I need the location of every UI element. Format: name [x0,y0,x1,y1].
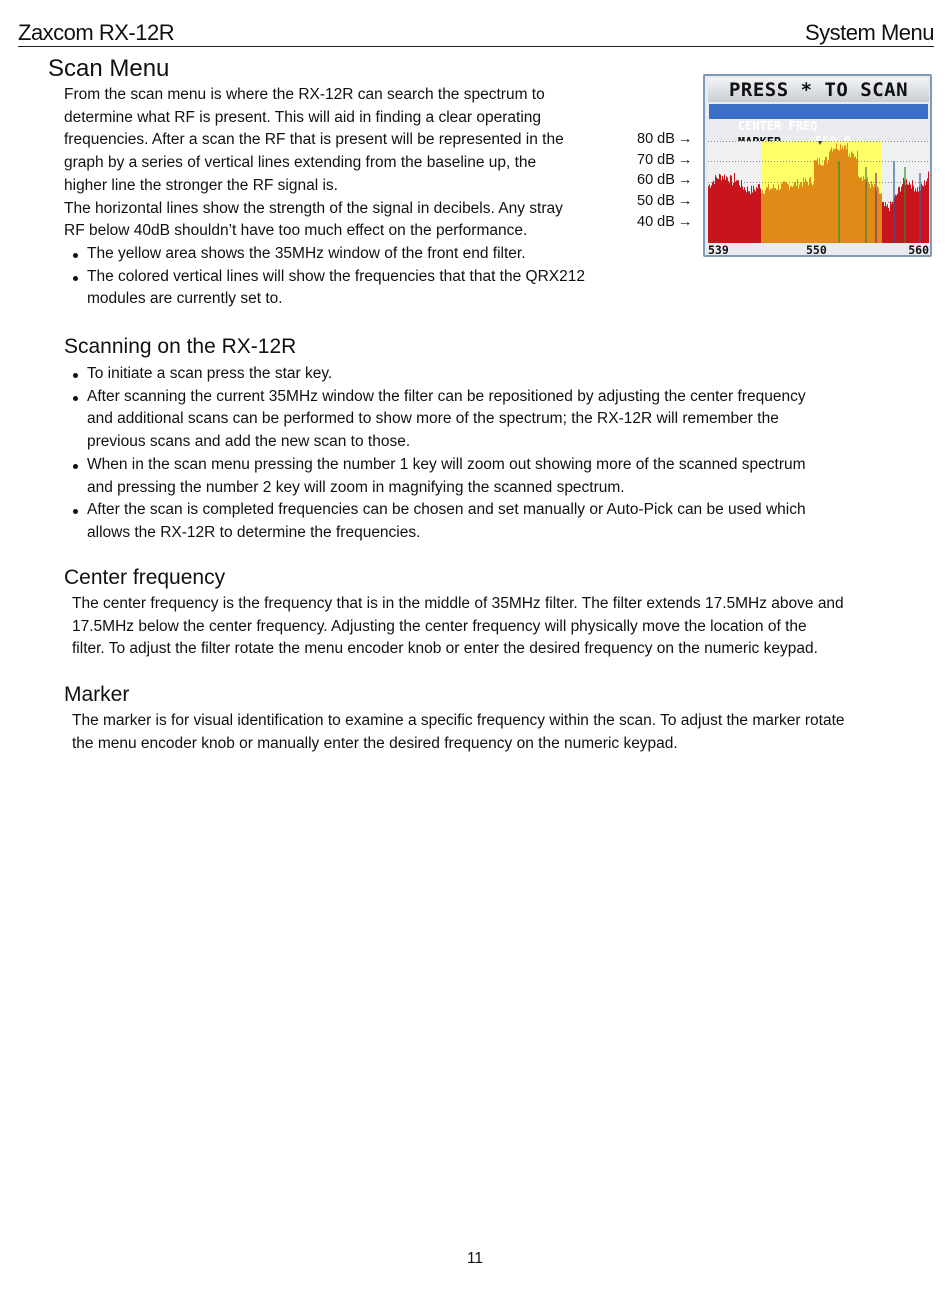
db-labels [637,129,692,232]
spectrum-bar [751,186,752,243]
spectrum-bar [743,189,744,243]
spectrum-bar [738,180,739,243]
spectrum-bar [886,206,887,243]
spectrum-bar [888,208,889,243]
spectrum-bar [828,160,829,243]
frequency-axis [708,243,929,256]
spectrum-bar [870,188,871,243]
spectrum-bar [821,166,822,243]
spectrum-bar [719,174,720,243]
spectrum-bar [877,186,878,243]
spectrum-bar [790,186,791,243]
spectrum-bar [797,179,798,243]
spectrum-bar [922,186,923,243]
text-line: filter. To adjust the filter rotate the menu encoder knob or enter the desired frequency on the numeric keypad. [72,640,818,658]
spectrum-bar [911,189,912,243]
marker-row [709,120,928,135]
scan-menu-text [64,84,564,243]
spectrum-graph [708,141,929,243]
spectrum-bar [823,166,824,243]
spectrum-bar [820,165,821,243]
spectrum-bar [814,160,815,243]
text-line: 17.5MHz below the center frequency. Adjusting the center frequency will physically move the location of the [72,617,807,635]
spectrum-bar [847,143,848,243]
spectrum-bar [791,186,792,243]
spectrum-bar [819,158,820,243]
spectrum-bar [770,189,771,243]
spectrum-bar [874,184,875,243]
spectrum-bar [755,191,756,243]
spectrum-bar [863,176,864,243]
spectrum-bar [753,186,754,243]
spectrum-bar [809,178,810,243]
spectrum-bar [788,185,789,243]
db-label: 40 dB → [637,213,693,230]
spectrum-bar [816,160,817,243]
spectrum-bar [891,204,892,243]
spectrum-bar [774,188,775,243]
spectrum-bar [884,206,885,243]
spectrum-bar [756,187,757,243]
text-line: frequencies. After a scan the RF that is present will be represented in the [64,131,564,149]
text-line: the menu encoder knob or manually enter the desired frequency on the numeric keypad. [72,734,678,752]
db-label: 60 dB → [637,172,693,189]
spectrum-bar [812,185,813,243]
text-line: The center frequency is the frequency that is in the middle of 35MHz filter. The filter extends 17.5MHz above and [72,595,844,612]
spectrum-bar [831,147,832,243]
spectrum-bar [899,187,900,243]
spectrum-bar [777,190,778,243]
spectrum-bar [771,188,772,243]
spectrum-bar [795,181,796,243]
spectrum-bar [713,181,714,243]
spectrum-bar [746,192,747,243]
spectrum-bar [750,194,751,243]
spectrum-bar [842,146,843,243]
spectrum-bar [848,157,849,243]
scan-menu-heading: Scan Menu [48,55,170,82]
spectrum-bar [716,177,717,243]
spectrum-bar [918,192,919,243]
spectrum-bar [818,164,819,243]
spectrum-bar [778,184,779,243]
spectrum-bar [845,146,846,243]
spectrum-bar [754,190,755,243]
spectrum-bar [769,190,770,243]
spectrum-bar [810,177,811,243]
list-item: To initiate a scan press the star key. [70,363,806,386]
spectrum-bar [768,184,769,243]
spectrum-bar [758,184,759,243]
spectrum-bar [895,195,896,243]
spectrum-bar [741,180,742,243]
spectrum-bar [815,160,816,243]
spectrum-bar [824,160,825,243]
spectrum-bar [787,184,788,243]
spectrum-bar [912,180,913,243]
spectrum-bar [759,184,760,243]
spectrum-bar [908,185,909,243]
spectrum-bar [850,157,851,243]
spectrum-bar [843,149,844,243]
spectrum-bar [858,177,859,243]
spectrum-bar [836,143,837,243]
spectrum-bar [852,153,853,243]
spectrum-bar [762,190,763,243]
spectrum-bar [709,184,710,243]
spectrum-bar [878,188,879,243]
spectrum-bar [844,145,845,243]
spectrum-bar [903,178,904,243]
spectrum-bar [734,173,735,243]
spectrum-bar [793,185,794,243]
spectrum-bar [794,182,795,243]
scan-menu-bullets [70,243,585,311]
list-item: The yellow area shows the 35MHz window of the front end filter. [70,243,585,266]
spectrum-bar [798,188,799,243]
spectrum-bar [722,176,723,243]
spectrum-bar [902,184,903,243]
spectrum-bar [781,184,782,243]
spectrum-bar [721,180,722,243]
spectrum-bar [898,187,899,243]
text-line: determine what RF is present. This will aid in finding a clear operating [64,108,542,126]
page-header [18,20,934,47]
spectrum-bar [767,187,768,243]
spectrum-bar [726,176,727,243]
spectrum-bar [854,157,855,243]
spectrum-bar [727,178,728,243]
spectrum-bar [805,178,806,243]
spectrum-bar [708,186,709,243]
spectrum-bar [817,158,818,243]
spectrum-bar [916,191,917,243]
arrow-right-icon: → [677,213,693,230]
spectrum-bar [780,189,781,243]
spectrum-bar [872,185,873,243]
spectrum-bar [849,154,850,243]
spectrum-bar [772,189,773,243]
spectrum-bar [786,183,787,243]
axis-tick-label: 560 [908,243,929,257]
spectrum-bar [739,185,740,243]
spectrum-bar [763,194,764,243]
spectrum-bar [735,182,736,243]
spectrum-bar [804,183,805,243]
spectrum-bar [729,183,730,243]
spectrum-bar [914,191,915,243]
spectrum-bar [853,154,854,243]
spectrum-bar [827,164,828,243]
spectrum-bar [825,157,826,243]
spectrum-bar [801,183,802,243]
spectrum-bar [784,182,785,243]
spectrum-bar [731,176,732,243]
spectrum-bar [879,194,880,243]
spectrum-bar [730,175,731,243]
arrow-right-icon: → [677,151,693,168]
spectrum-bar [906,179,907,243]
arrow-right-icon: → [677,193,693,210]
spectrum-bar [837,150,838,243]
center-frequency-heading: Center frequency [64,566,226,589]
text-line: The marker is for visual identification to examine a specific frequency within the scan. To adjust the marker rotate [72,712,845,729]
spectrum-bar [711,185,712,243]
text-line: The horizontal lines show the strength of the signal in decibels. Any stray [64,199,563,217]
spectrum-bar [830,150,831,243]
spectrum-bar [915,189,916,243]
page-number: 11 [466,1250,484,1267]
spectrum-bar [885,202,886,243]
spectrum-bar [867,177,868,243]
spectrum-bar [807,182,808,243]
spectrum-bar [736,181,737,243]
spectrum-bar [883,202,884,243]
spectrum-bar [864,179,865,243]
spectrum-bar [712,182,713,243]
spectrum-bar [796,186,797,243]
spectrum-bar [742,186,743,243]
spectrum-bar [766,187,767,243]
spectrum-bar [896,195,897,243]
spectrum-bar [765,190,766,243]
spectrum-bar [724,174,725,243]
screen-title: PRESS * TO SCAN [708,78,929,102]
spectrum-bar [851,151,852,243]
spectrum-bar [717,178,718,243]
scanning-heading: Scanning on the RX-12R [64,335,297,358]
spectrum-bar [926,181,927,243]
arrow-right-icon: → [677,172,693,189]
center-freq-row [709,104,928,133]
spectrum-bar [923,186,924,243]
spectrum-bar [728,181,729,243]
spectrum-bar [869,184,870,243]
db-label: 80 dB → [637,131,693,148]
spectrum-bar [718,179,719,243]
spectrum-bar [813,184,814,243]
arrow-right-icon: → [677,131,693,148]
spectrum-bar [749,191,750,243]
spectrum-bar [806,181,807,243]
spectrum-bar [783,181,784,243]
spectrum-bar [890,201,891,243]
list-item: The colored vertical lines will show the frequencies that that the QRX212 modules are currently set to. [70,266,585,311]
spectrum-bar [841,150,842,243]
scan-screen [703,74,932,257]
spectrum-bar [871,181,872,243]
spectrum-bar [882,202,883,243]
spectrum-bar [907,185,908,243]
spectrum-bar [832,151,833,243]
axis-tick-label: 539 [708,243,729,257]
spectrum-bar [928,172,929,243]
spectrum-bar [846,149,847,243]
axis-tick-label: 550 [806,243,827,257]
spectrum-bar [862,181,863,243]
spectrum-bar [868,182,869,243]
scanning-bullets [70,363,806,545]
spectrum-bar [892,202,893,243]
spectrum-bar [873,187,874,243]
spectrum-bar [856,159,857,243]
spectrum-bar [752,192,753,243]
spectrum-bar [880,194,881,243]
marker-heading: Marker [64,683,130,706]
spectrum-bar [808,185,809,243]
spectrum-bar [737,180,738,243]
spectrum-bar [901,187,902,243]
list-item: After the scan is completed frequencies can be chosen and set manually or Auto-Pick can be used which allows the RX-12R to determine the frequencies. [70,499,806,544]
spectrum-bar [744,187,745,243]
spectrum-bar [855,156,856,243]
spectrum-bar [760,188,761,243]
spectrum-bar [776,190,777,243]
spectrum-bar [925,185,926,243]
spectrum-bar [887,204,888,243]
spectrum-bar [714,184,715,243]
spectrum-bar [800,182,801,243]
spectrum-bar [715,175,716,243]
spectrum-bar [757,188,758,243]
spectrum-bar [811,183,812,243]
spectrum-bar [924,180,925,243]
spectrum-bar [773,184,774,243]
spectrum-bar [917,187,918,243]
spectrum-bar [900,192,901,243]
spectrum-bar [782,183,783,243]
spectrum-bar [725,180,726,243]
spectrum-bar [835,149,836,243]
marker-text [72,710,932,755]
list-item: After scanning the current 35MHz window the filter can be repositioned by adjusting the center frequency and additional scans can be performed to show more of the spectrum; the RX-12R will remember the previous scans and add the new scan to those. [70,386,806,454]
spectrum-bar [803,177,804,243]
spectrum-bar [829,152,830,243]
spectrum-bar [826,157,827,243]
text-line: RF below 40dB shouldn’t have too much effect on the performance. [64,222,528,240]
spectrum-bar [889,211,890,243]
text-line: graph by a series of vertical lines extending from the baseline up, the [64,154,537,172]
spectrum-bar [913,186,914,243]
spectrum-bar [921,184,922,243]
header-product: Zaxcom RX-12R [18,20,175,45]
spectrum-bar [740,187,741,243]
db-label: 50 dB → [637,193,693,210]
spectrum-bar [764,194,765,243]
spectrum-bar [897,194,898,243]
spectrum-bar [840,144,841,243]
header-section: System Menu [805,20,934,45]
spectrum-bar [779,190,780,243]
spectrum-bar [733,183,734,243]
spectrum-bar [822,165,823,243]
spectrum-bar [761,193,762,243]
spectrum-bar [748,191,749,243]
spectrum-bar [910,185,911,243]
spectrum-bar [909,182,910,243]
spectrum-bar [860,177,861,243]
spectrum-bar [927,178,928,243]
text-line: higher line the stronger the RF signal is. [64,176,338,194]
spectrum-bar [833,148,834,243]
db-label: 70 dB → [637,151,693,168]
spectrum-bar [723,179,724,243]
spectrum-bar [720,175,721,243]
spectrum-bar [799,184,800,243]
spectrum-bar [785,182,786,243]
spectrum-bar [710,188,711,243]
spectrum-bar [857,151,858,243]
text-line: From the scan menu is where the RX-12R can search the spectrum to [64,86,545,103]
spectrum-bar [792,187,793,243]
center-freq-label: CENTER FREQ [737,119,818,133]
center-frequency-text [72,593,932,661]
spectrum-bar [745,190,746,243]
spectrum-bar [834,149,835,243]
spectrum-bar [861,177,862,243]
spectrum-bar [775,188,776,243]
spectrum-bar [789,190,790,243]
list-item: When in the scan menu pressing the number 1 key will zoom out showing more of the scanned spectrum and pressing the number 2 key will zoom in magnifying the scanned spectrum. [70,454,806,499]
spectrum-bar [747,187,748,243]
spectrum-bar [881,193,882,243]
spectrum-bar [802,187,803,243]
spectrum-bar [732,185,733,243]
spectrum-bar [859,178,860,243]
